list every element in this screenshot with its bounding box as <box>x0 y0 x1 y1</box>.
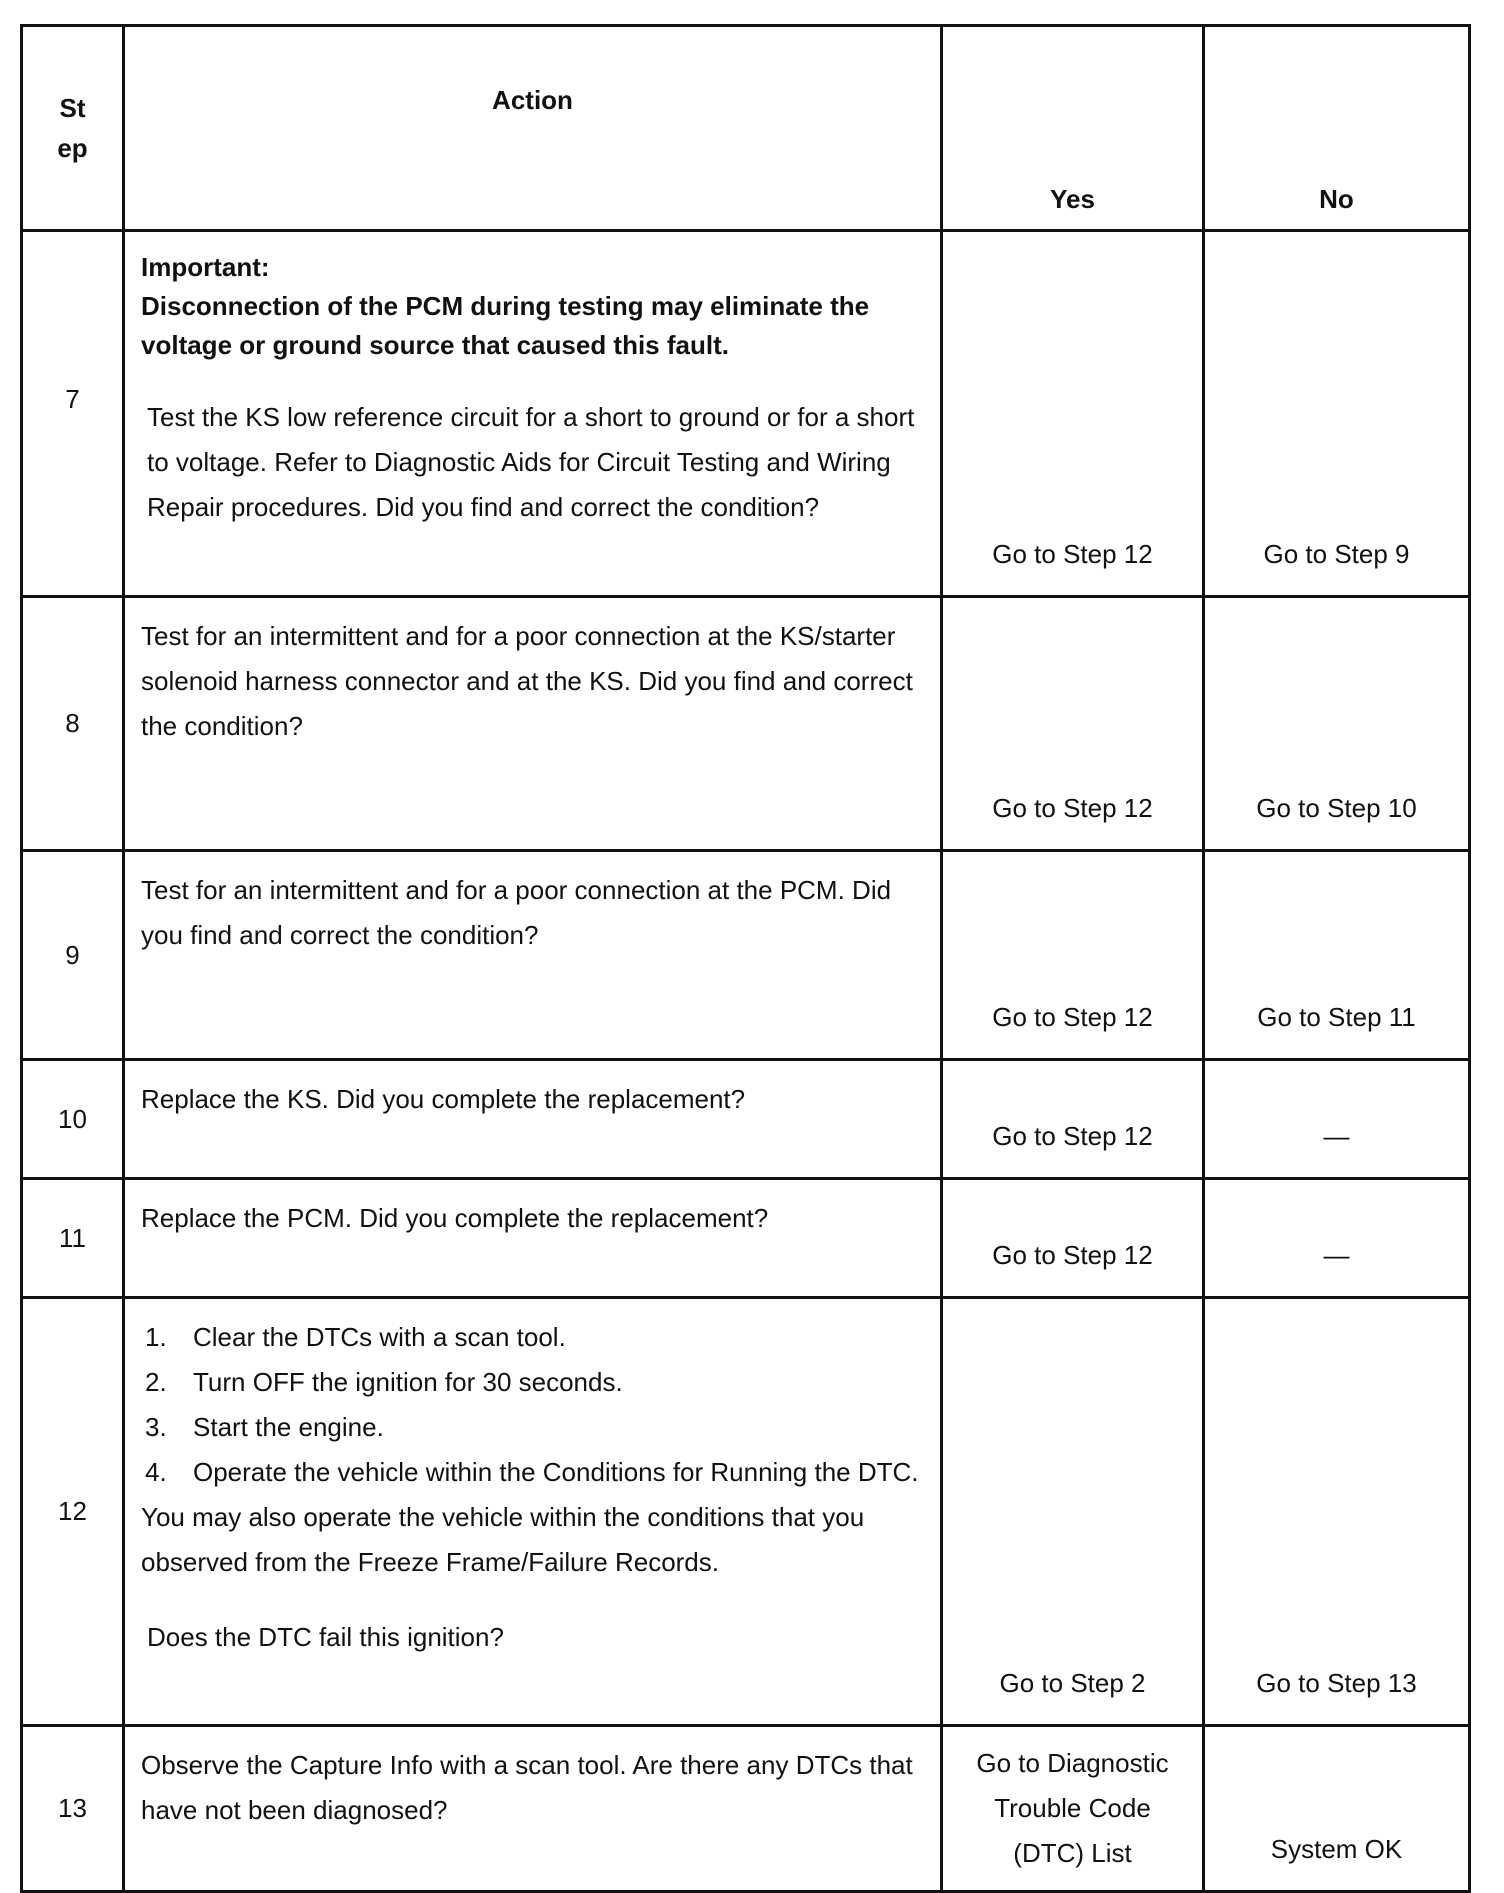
yes-cell: Go to Step 12 <box>942 231 1204 597</box>
table-header-row <box>22 26 1470 231</box>
procedure-list <box>141 1315 924 1585</box>
important-text: Disconnection of the PCM during testing may eliminate the voltage or ground source that caused this fault. <box>141 291 870 360</box>
table-row <box>22 1060 1470 1179</box>
diagnostic-table <box>20 24 1471 1893</box>
action-cell: Observe the Capture Info with a scan tool. Are there any DTCs that have not been diagnosed? <box>124 1726 942 1892</box>
question-text: Does the DTC fail this ignition? <box>147 1622 504 1652</box>
list-item: 3. Start the engine. <box>145 1412 384 1442</box>
header-yes: Yes <box>942 26 1204 231</box>
yes-cell: Go to Step 12 <box>942 597 1204 851</box>
list-item: 1. Clear the DTCs with a scan tool. <box>145 1322 566 1352</box>
no-cell: System OK <box>1204 1726 1470 1892</box>
action-cell: Test for an intermittent and for a poor connection at the KS/starter solenoid harness connector and at the KS. Did you find and correct the condition? <box>124 597 942 851</box>
action-cell: Test for an intermittent and for a poor connection at the PCM. Did you find and correct the condition? <box>124 851 942 1060</box>
no-cell: Go to Step 10 <box>1204 597 1470 851</box>
step-number: 8 <box>22 597 124 851</box>
action-cell <box>124 1298 942 1726</box>
list-item: 2. Turn OFF the ignition for 30 seconds. <box>145 1367 623 1397</box>
no-cell: Go to Step 9 <box>1204 231 1470 597</box>
action-cell <box>124 231 942 597</box>
table-row <box>22 1726 1470 1892</box>
step-number: 13 <box>22 1726 124 1892</box>
no-cell: Go to Step 13 <box>1204 1298 1470 1726</box>
table-row <box>22 1179 1470 1298</box>
table-row <box>22 1298 1470 1726</box>
yes-cell: Go to Diagnostic Trouble Code (DTC) List <box>942 1726 1204 1892</box>
step-number: 11 <box>22 1179 124 1298</box>
header-action: Action <box>124 26 942 231</box>
table-row <box>22 231 1470 597</box>
header-step: St ep <box>22 26 124 231</box>
action-cell: Replace the PCM. Did you complete the replacement? <box>124 1179 942 1298</box>
yes-cell: Go to Step 12 <box>942 1060 1204 1179</box>
diagnostic-table-page <box>20 24 1468 1893</box>
no-cell: Go to Step 11 <box>1204 851 1470 1060</box>
step-number: 9 <box>22 851 124 1060</box>
important-title: Important: <box>141 252 270 282</box>
yes-cell: Go to Step 2 <box>942 1298 1204 1726</box>
no-cell: — <box>1204 1179 1470 1298</box>
table-row <box>22 851 1470 1060</box>
step-number: 7 <box>22 231 124 597</box>
step-number: 10 <box>22 1060 124 1179</box>
list-item: 4. Operate the vehicle within the Conditions for Running the DTC. You may also operate the vehicle within the conditions that you observed from the Freeze Frame/Failure Records. <box>141 1457 919 1577</box>
header-no: No <box>1204 26 1470 231</box>
step-number: 12 <box>22 1298 124 1726</box>
table-row <box>22 597 1470 851</box>
no-cell: — <box>1204 1060 1470 1179</box>
action-text: Test the KS low reference circuit for a short to ground or for a short to voltage. Refer to Diagnostic Aids for Circuit Testing and Wiring Repair procedures. Did you find and correct the condition? <box>147 402 915 522</box>
yes-cell: Go to Step 12 <box>942 851 1204 1060</box>
action-cell: Replace the KS. Did you complete the replacement? <box>124 1060 942 1179</box>
yes-cell: Go to Step 12 <box>942 1179 1204 1298</box>
